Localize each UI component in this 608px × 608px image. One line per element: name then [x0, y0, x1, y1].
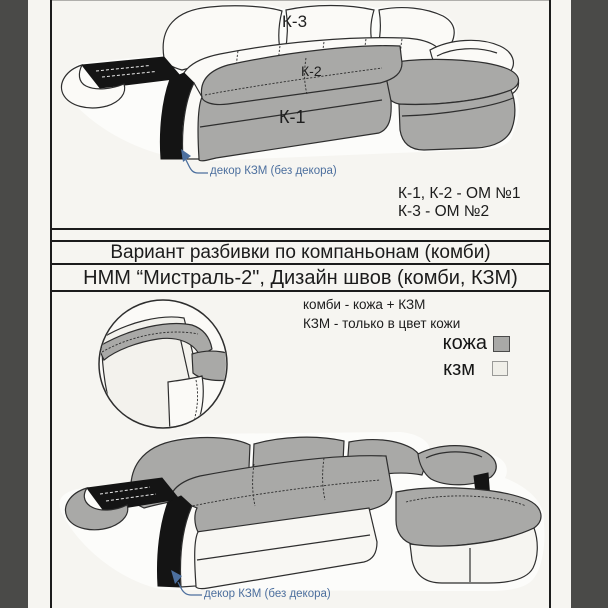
mapping-note: [398, 185, 521, 221]
legend-leather-swatch: [493, 336, 510, 352]
right-dark-strip: [571, 0, 608, 608]
label-k1: К-1: [279, 107, 306, 127]
legend-kzm-swatch: [492, 361, 508, 376]
bottom-decor-note: декор КЗМ (без декора): [204, 588, 331, 600]
note-kzm: КЗМ - только в цвет кожи: [303, 316, 461, 331]
legend-leather-label: кожа: [442, 332, 487, 354]
panel-header-2: НММ “Мистраль-2", Дизайн швов (комби, КЗМ): [50, 265, 551, 292]
top-panel: [52, 0, 549, 230]
panel-header-1: Вариант разбивки по компаньонам (комби): [50, 242, 551, 265]
note-combi: комби - кожа + КЗМ: [303, 297, 426, 312]
label-k2: К-2: [301, 63, 322, 79]
legend-kzm-label: кзм: [443, 358, 475, 380]
left-dark-strip: [0, 0, 28, 608]
mapping-line-1: К-1, К-2 - ОМ №1: [398, 185, 521, 202]
label-k3: К-3: [282, 12, 308, 31]
top-decor-note: декор КЗМ (без декора): [210, 165, 337, 177]
mapping-line-2: К-3 - ОМ №2: [398, 203, 490, 220]
detail-front-panel: [168, 376, 203, 440]
bottom-panel: [50, 240, 551, 608]
decor-arrow-line: [186, 160, 208, 173]
panel-content: [50, 292, 551, 608]
